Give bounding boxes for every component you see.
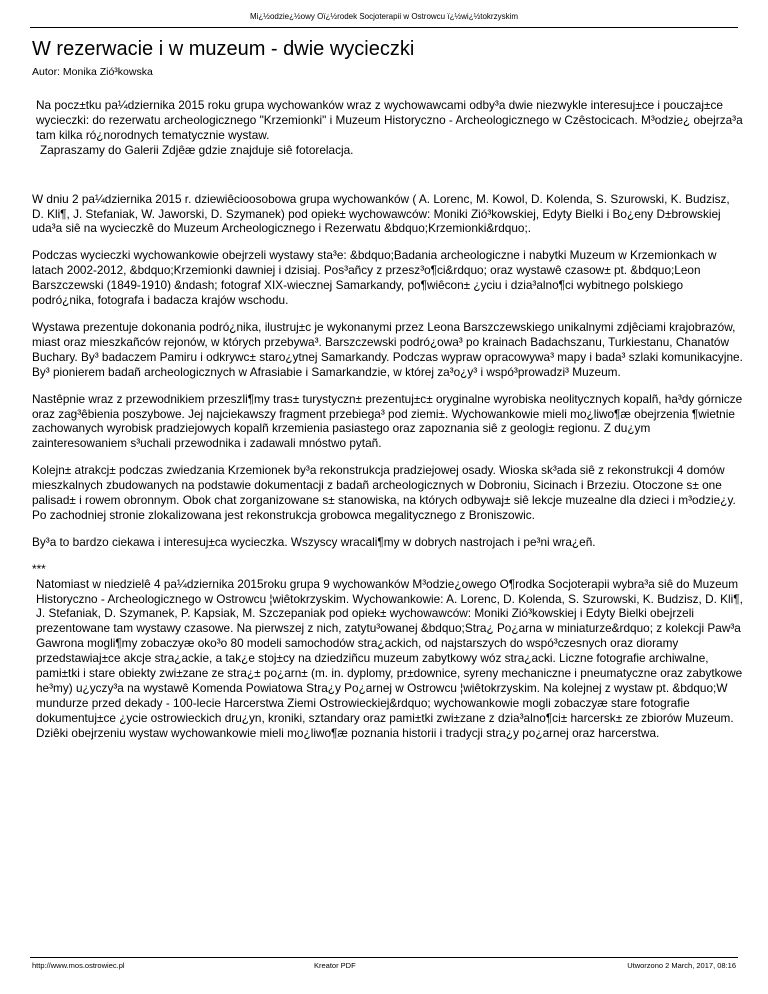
paragraph: Wystawa prezentuje dokonania podró¿nika, ilustruj±c je wykonanymi przez Leona Barszczewskiego unikalnymi zdjêciami krajobrazów, miast oraz mieszkañców rejonów, w których przebywa³. Barszczewski podró¿owa³ po krainach Badachszanu, Turkiestanu, Chanatów Buchary. By³ badaczem Pamiru i odkrywc± staro¿ytnej Samarkandy. Podczas wypraw opracowywa³ mapy i bada³ szlaki komunikacyjne. By³ pionierem badañ archeologicznych w Afrasiabie i Samarkandzie, w której za³o¿y³ i wspó³prowadzi³ Muzeum. <box>32 319 743 379</box>
footer-divider <box>30 957 738 958</box>
page-header: Mi¿½odzie¿½owy Oï¿½rodek Socjoterapii w Ostrowcu ï¿½wi¿½tokrzyskim <box>249 12 519 21</box>
section-separator: *** <box>32 561 46 576</box>
intro-paragraph: Na pocz±tku pa¼dziernika 2015 roku grupa wychowanków wraz z wychowawcami odby³a dwie niezwykle interesuj±ce i pouczaj±ce wycieczki: do rezerwatu archeologicznego "Krzemionki" i Muzeum Historyczno - Archeologicznego w Czêstocicach. M³odzie¿ obejrza³a tam kilka ró¿norodnych tematycznie wystaw. <box>36 98 743 142</box>
header-divider <box>30 27 738 28</box>
footer-created: Utworzono 2 March, 2017, 08:16 <box>627 961 736 970</box>
article-title: W rezerwacie i w muzeum - dwie wycieczki <box>32 38 415 60</box>
article-author: Autor: Monika Zió³kowska <box>32 66 153 78</box>
paragraph: W dniu 2 pa¼dziernika 2015 r. dziewiêcioosobowa grupa wychowanków ( A. Lorenc, M. Kowol, D. Kolenda, S. Szurowski, K. Budzisz, D. Kli¶, J. Stefaniak, W. Jaworski, D. Szymanek) pod opiek± wychowawców: Moniki Zió³kowskiej, Edyty Bielki i Bo¿eny D±browskiej uda³a siê na wycieczkê do Muzeum Archeologicznego i Rezerwatu &bdquo;Krzemionki&rdquo;. <box>32 191 730 236</box>
paragraph: By³a to bardzo ciekawa i interesuj±ca wycieczka. Wszyscy wracali¶my w dobrych nastrojach i pe³ni wra¿eñ. <box>32 534 596 549</box>
paragraph: Natomiast w niedzielê 4 pa¼dziernika 2015roku grupa 9 wychowanków M³odzie¿owego O¶rodka Socjoterapii wybra³a siê do Muzeum Historyczno - Archeologicznego w Ostrowcu ¦wiêtokrzyskim. Wychowankowie: A. Lorenc, D. Kolenda, S. Szurowski, K. Budzisz, D. Kli¶, J. Stefaniak, D. Szymanek, P. Kapsiak, M. Szczepaniak pod opiek± wychowawców: Moniki Zió³kowskiej i Edyty Bielki obejrzeli prezentowane tam wystawy czasowe. Na pierwszej z nich, zatytu³owanej &bdquo;Stra¿ Po¿arna w miniaturze&rdquo; z kolekcji Paw³a Gawrona mogli¶my zobaczyæ oko³o 80 modeli samochodów stra¿ackich, od najstarszych do wspó³czesnych oraz dioramy przedstawiaj±ce akcje stra¿ackie, a tak¿e stoj±cy na dziedziñcu muzeum zabytkowy wóz stra¿acki. Liczne fotografie archiwalne, pami±tki i stare obiekty zwi±zane ze stra¿± po¿arn± (m. in. dyplomy, pr±downice, syreny mechaniczne i pneumatyczne oraz zabytkowe he³my) u¿yczy³a na wystawê Komenda Powiatowa Stra¿y Po¿arnej w Ostrowcu ¦wiêtokrzyskim. Na kolejnej z wystaw pt. &bdquo;W mundurze przed dekady - 100-lecie Harcerstwa Ziemi Ostrowieckiej&rdquo; wychowankowie mogli zobaczyæ stare fotografie dokumentuj±ce ¿ycie ostrowieckich dru¿yn, kroniki, sztandary oraz pami±tki zwi±zane z dzia³alno¶ci± harcersk± ze zbiorów Muzeum. Dziêki obejrzeniu wystaw wychowankowie mieli mo¿liwo¶æ poznania historii i tradycji stra¿y po¿arnej oraz harcerstwa. <box>36 576 743 740</box>
footer-generator: Kreator PDF <box>314 961 356 970</box>
footer-url[interactable]: http://www.mos.ostrowiec.pl <box>32 961 125 970</box>
paragraph: Podczas wycieczki wychowankowie obejrzeli wystawy sta³e: &bdquo;Badania archeologiczne i nabytki Muzeum w Krzemionkach w latach 2002-2012, &bdquo;Krzemionki dawniej i dzisiaj. Pos³añcy z przesz³o¶ci&rdquo; oraz wystawê czasow± pt. &bdquo;Leon Barszczewski (1849-1910) &ndash; fotograf XIX-wiecznej Samarkandy, po¶wiêcon± ¿yciu i dzia³alno¶ci wybitnego polskiego podró¿nika, fotografa i badacza krajów wschodu. <box>32 248 717 308</box>
gallery-note: Zapraszamy do Galerii Zdjêæ gdzie znajduje siê fotorelacja. <box>40 142 354 157</box>
article-body <box>32 98 744 741</box>
paragraph: Nastêpnie wraz z przewodnikiem przeszli¶my tras± turystyczn± prezentuj±c± oryginalne wyrobiska neolitycznych kopalñ, ha³dy górnicze oraz zag³êbienia poszybowe. Jej najciekawszy fragment przebiega³ pod ziemi±. Wychowankowie mieli mo¿liwo¶æ obejrzenia ¶wietnie zachowanych wyrobisk pradziejowych kopalñ krzemienia pasiastego oraz zapoznania siê z geologi± regionu. Z du¿ym zainteresowaniem s³uchali przewodnika i zadawali mnóstwo pytañ. <box>32 391 743 451</box>
paragraph: Kolejn± atrakcj± podczas zwiedzania Krzemionek by³a rekonstrukcja pradziejowej osady. Wioska sk³ada siê z rekonstrukcji 4 domów mieszkalnych zbudowanych na podstawie dokumentacji z badañ archeologicznych w Dobroniu, Sicinach i Brzeziu. Otoczone s± one palisad± i rowem obronnym. Obok chat zorganizowane s± stanowiska, na których odbywaj± siê lekcje muzealne dla dzieci i m³odzie¿y. Po zachodniej stronie zlokalizowana jest rekonstrukcja grobowca megalitycznego z Broniszowic. <box>32 463 736 522</box>
